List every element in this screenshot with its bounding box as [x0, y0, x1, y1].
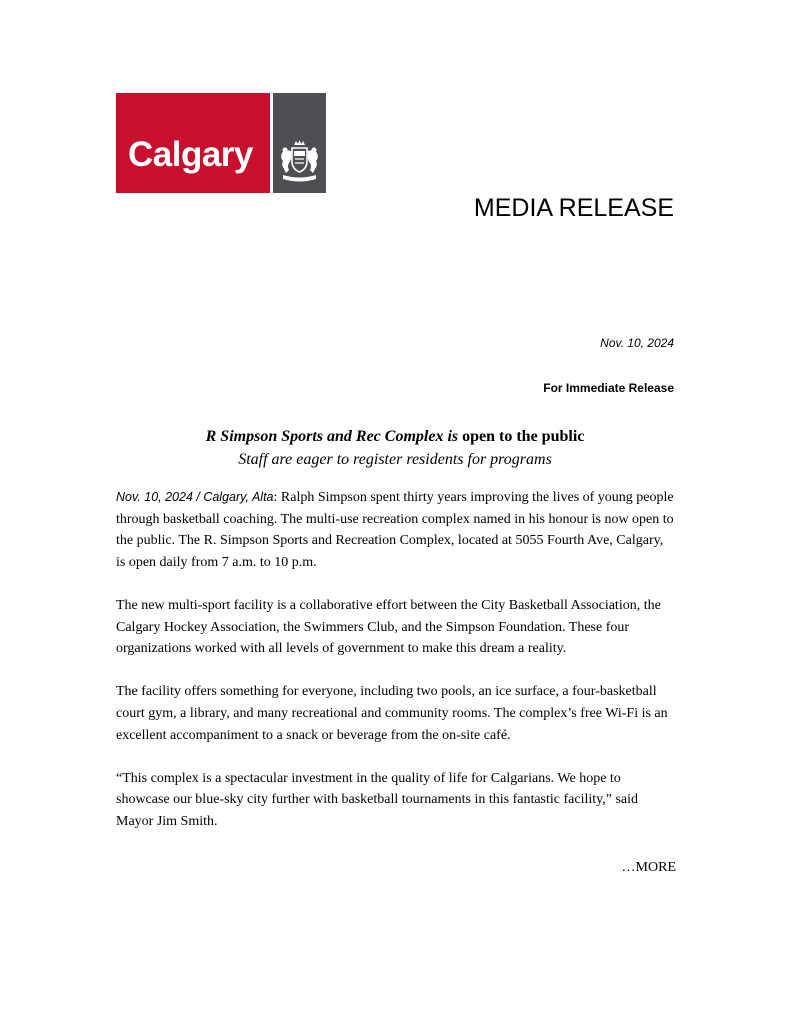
logo-red-panel	[116, 93, 270, 193]
body-paragraph-3: The facility offers something for everyone, including two pools, an ice surface, a four-basketball court gym, a library, and many recreational and community rooms. The complex’s free Wi-Fi is an excellent accompaniment to a snack or beverage from the on-site café.	[116, 684, 668, 743]
release-date: Nov. 10, 2024	[600, 336, 674, 350]
document-title: MEDIA RELEASE	[473, 194, 674, 222]
city-crest-icon	[277, 139, 322, 187]
logo-grey-panel	[273, 93, 326, 193]
more-indicator: …MORE	[621, 860, 676, 875]
body-paragraph-1	[116, 487, 676, 573]
headline	[116, 426, 674, 448]
paragraph-1-text: : Ralph Simpson spent thirty years improving the lives of young people through basketball coaching. The multi-use recreation complex named in his honour is now open to the public. The R. Simpson Sports and Recreation Complex, located at 5055 Fourth Ave, Calgary, is open daily from 7 a.m. to 10 p.m.	[116, 490, 674, 570]
body-paragraph-4: “This complex is a spectacular investment in the quality of life for Calgarians. We hope to showcase our blue-sky city further with basketball tournaments in this fantastic facility,” said Mayor Jim Smith.	[116, 770, 639, 829]
subheadline: Staff are eager to register residents for programs	[238, 451, 552, 468]
headline-bold-part: open to the public	[462, 428, 585, 445]
dateline: Nov. 10, 2024 / Calgary, Alta	[116, 490, 274, 504]
logo-wordmark: Calgary	[128, 135, 253, 174]
city-logo	[116, 93, 326, 193]
release-type: For Immediate Release	[543, 381, 674, 395]
headline-italic-part: R Simpson Sports and Rec Complex is	[205, 428, 459, 445]
release-body	[116, 487, 676, 854]
body-paragraph-2: The new multi-sport facility is a collaborative effort between the City Basketball Association, the Calgary Hockey Association, the Swimmers Club, and the Simpson Foundation. These four organizations worked with all levels of government to make this dream a reality.	[116, 597, 661, 657]
